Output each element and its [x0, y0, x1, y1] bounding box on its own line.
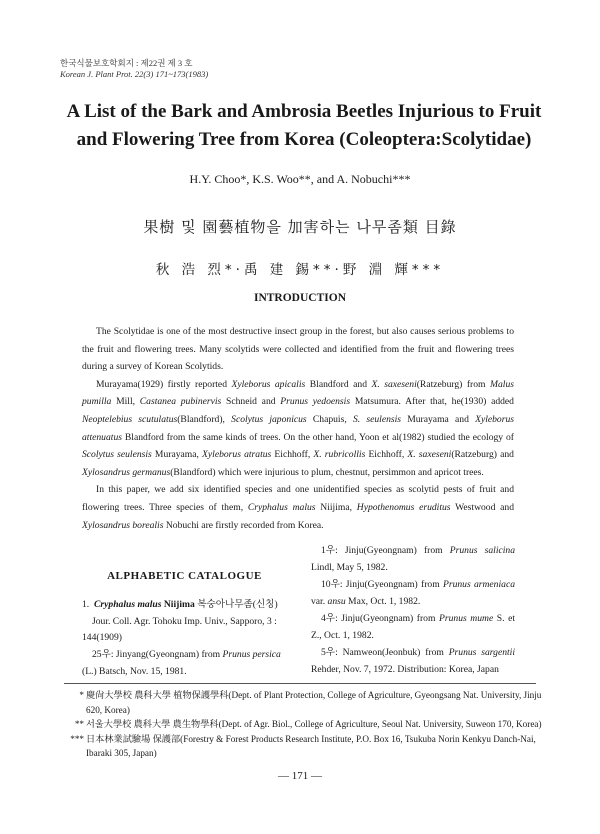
record-left-1: 25우: Jinyang(Gyeongnam) from Prunus persica (L.) Batsch, Nov. 15, 1981. — [82, 649, 281, 677]
introduction-body — [82, 323, 514, 534]
record-right-3: 4우: Jinju(Gyeongnam) from Prunus mume S. et Z., Oct. 1, 1982. — [311, 613, 516, 641]
footnote-divider — [64, 683, 536, 684]
journal-line-korean: 한국식물보호학회지 : 제22권 제 3 호 — [60, 58, 193, 68]
intro-paragraph-2: Murayama(1929) firstly reported Xyleborus apicalis Blandford and X. saxeseni(Ratzeburg) from Malus pumilla Mill, Castanea pubinervis Schneid and Prunus yedoensis Matsumura. After that, he(1930) added Neoptelebius scutulatus(Blandford), Scolytus japonicus Chapuis, S. seulensis Murayama and Xyleborus attenuatus Blandford from the same kinds of trees. On the other hand, Yoon et al(1982) studied the ecology of Scolytus seulensis Murayama, Xyleborus atratus Eichhoff, X. rubricollis Eichhoff, X. saxeseni(Ratzeburg) and Xylosandrus germanus(Blandford) which were injurious to plum, chestnut, persimmon and apricot trees. — [82, 378, 514, 478]
species-korean-name: 복숭아나무좀(신칭) — [197, 598, 278, 610]
title-line-1: A List of the Bark and Ambrosia Beetles Injurious to Fruit — [66, 101, 542, 122]
paper-title — [28, 98, 580, 154]
title-line-2: and Flowering Tree from Korea (Coleoptera:Scolytidae) — [76, 129, 532, 150]
catalogue-heading: ALPHABETIC CATALOGUE — [107, 570, 262, 582]
introduction-heading: INTRODUCTION — [253, 292, 346, 304]
record-right-4: 5우: Namweon(Jeonbuk) from Prunus sargentii Rehder, Nov. 7, 1972. Distribution: Korea, Japan — [311, 647, 515, 675]
species-name: Cryphalus malus — [94, 598, 162, 610]
species-reference: Jour. Coll. Agr. Tohoku Imp. Univ., Sapporo, 3 : 144(1909) — [82, 615, 277, 644]
species-entry-heading: 1. Cryphalus malus Niijima 복숭아나무좀(신칭) — [82, 598, 278, 610]
intro-paragraph-1: The Scolytidae is one of the most destructive insect group in the forest, but also causes serious problems to the fruit and flowering trees. Many scolytids were collected and identified from the fruit and flowering trees during a survey of Korean Scolytids. — [82, 326, 514, 373]
author-list: H.Y. Choo*, K.S. Woo**, and A. Nobuchi*** — [189, 172, 411, 186]
record-right-1: 1우: Jinju(Gyeongnam) from Prunus salicina Lindl, May 5, 1982. — [311, 545, 516, 573]
korean-title: 果樹 및 園藝植物을 加害하는 나무좀類 目錄 — [143, 218, 457, 236]
korean-author-list: 秋 浩 烈*·禹 建 錫**·野 淵 輝*** — [155, 262, 445, 278]
footnote-1: * 慶尙大學校 農科大學 植物保護學科(Dept. of Plant Protection, College of Agriculture, Gyeongsang Nat. University, Jinju 620, Korea) — [79, 690, 542, 715]
footnote-3: *** 日本林業試驗場 保護部(Forestry & Forest Products Research Institute, P.O. Box 16, Tsukuba Norin Kenkyu Danch-Nai, Ibaraki 305, Japan) — [70, 733, 536, 759]
footnotes — [64, 688, 548, 761]
footnote-2: ** 서울大學校 農科大學 農生物學科(Dept. of Agr. Biol., College of Agriculture, Seoul Nat. University, Suweon 170, Korea) — [74, 719, 542, 730]
intro-paragraph-3: In this paper, we add six identified species and one unidentified species as scolytid pests of fruit and flowering trees. Three species of them, Cryphalus malus Niijima, Hypothenomus eruditus Westwood and Xylosandrus borealis Nobuchi are firstly recorded from Korea. — [82, 484, 514, 531]
journal-line-english: Korean J. Plant Prot. 22(3) 171~173(1983) — [60, 69, 209, 79]
page-number: — 171 — — [278, 770, 322, 782]
catalogue-right-column — [311, 542, 515, 678]
catalogue-left-column — [82, 556, 287, 681]
record-right-2: 10우: Jinju(Gyeongnam) from Prunus armeniaca var. ansu Max, Oct. 1, 1982. — [311, 579, 515, 607]
journal-reference — [60, 58, 208, 80]
